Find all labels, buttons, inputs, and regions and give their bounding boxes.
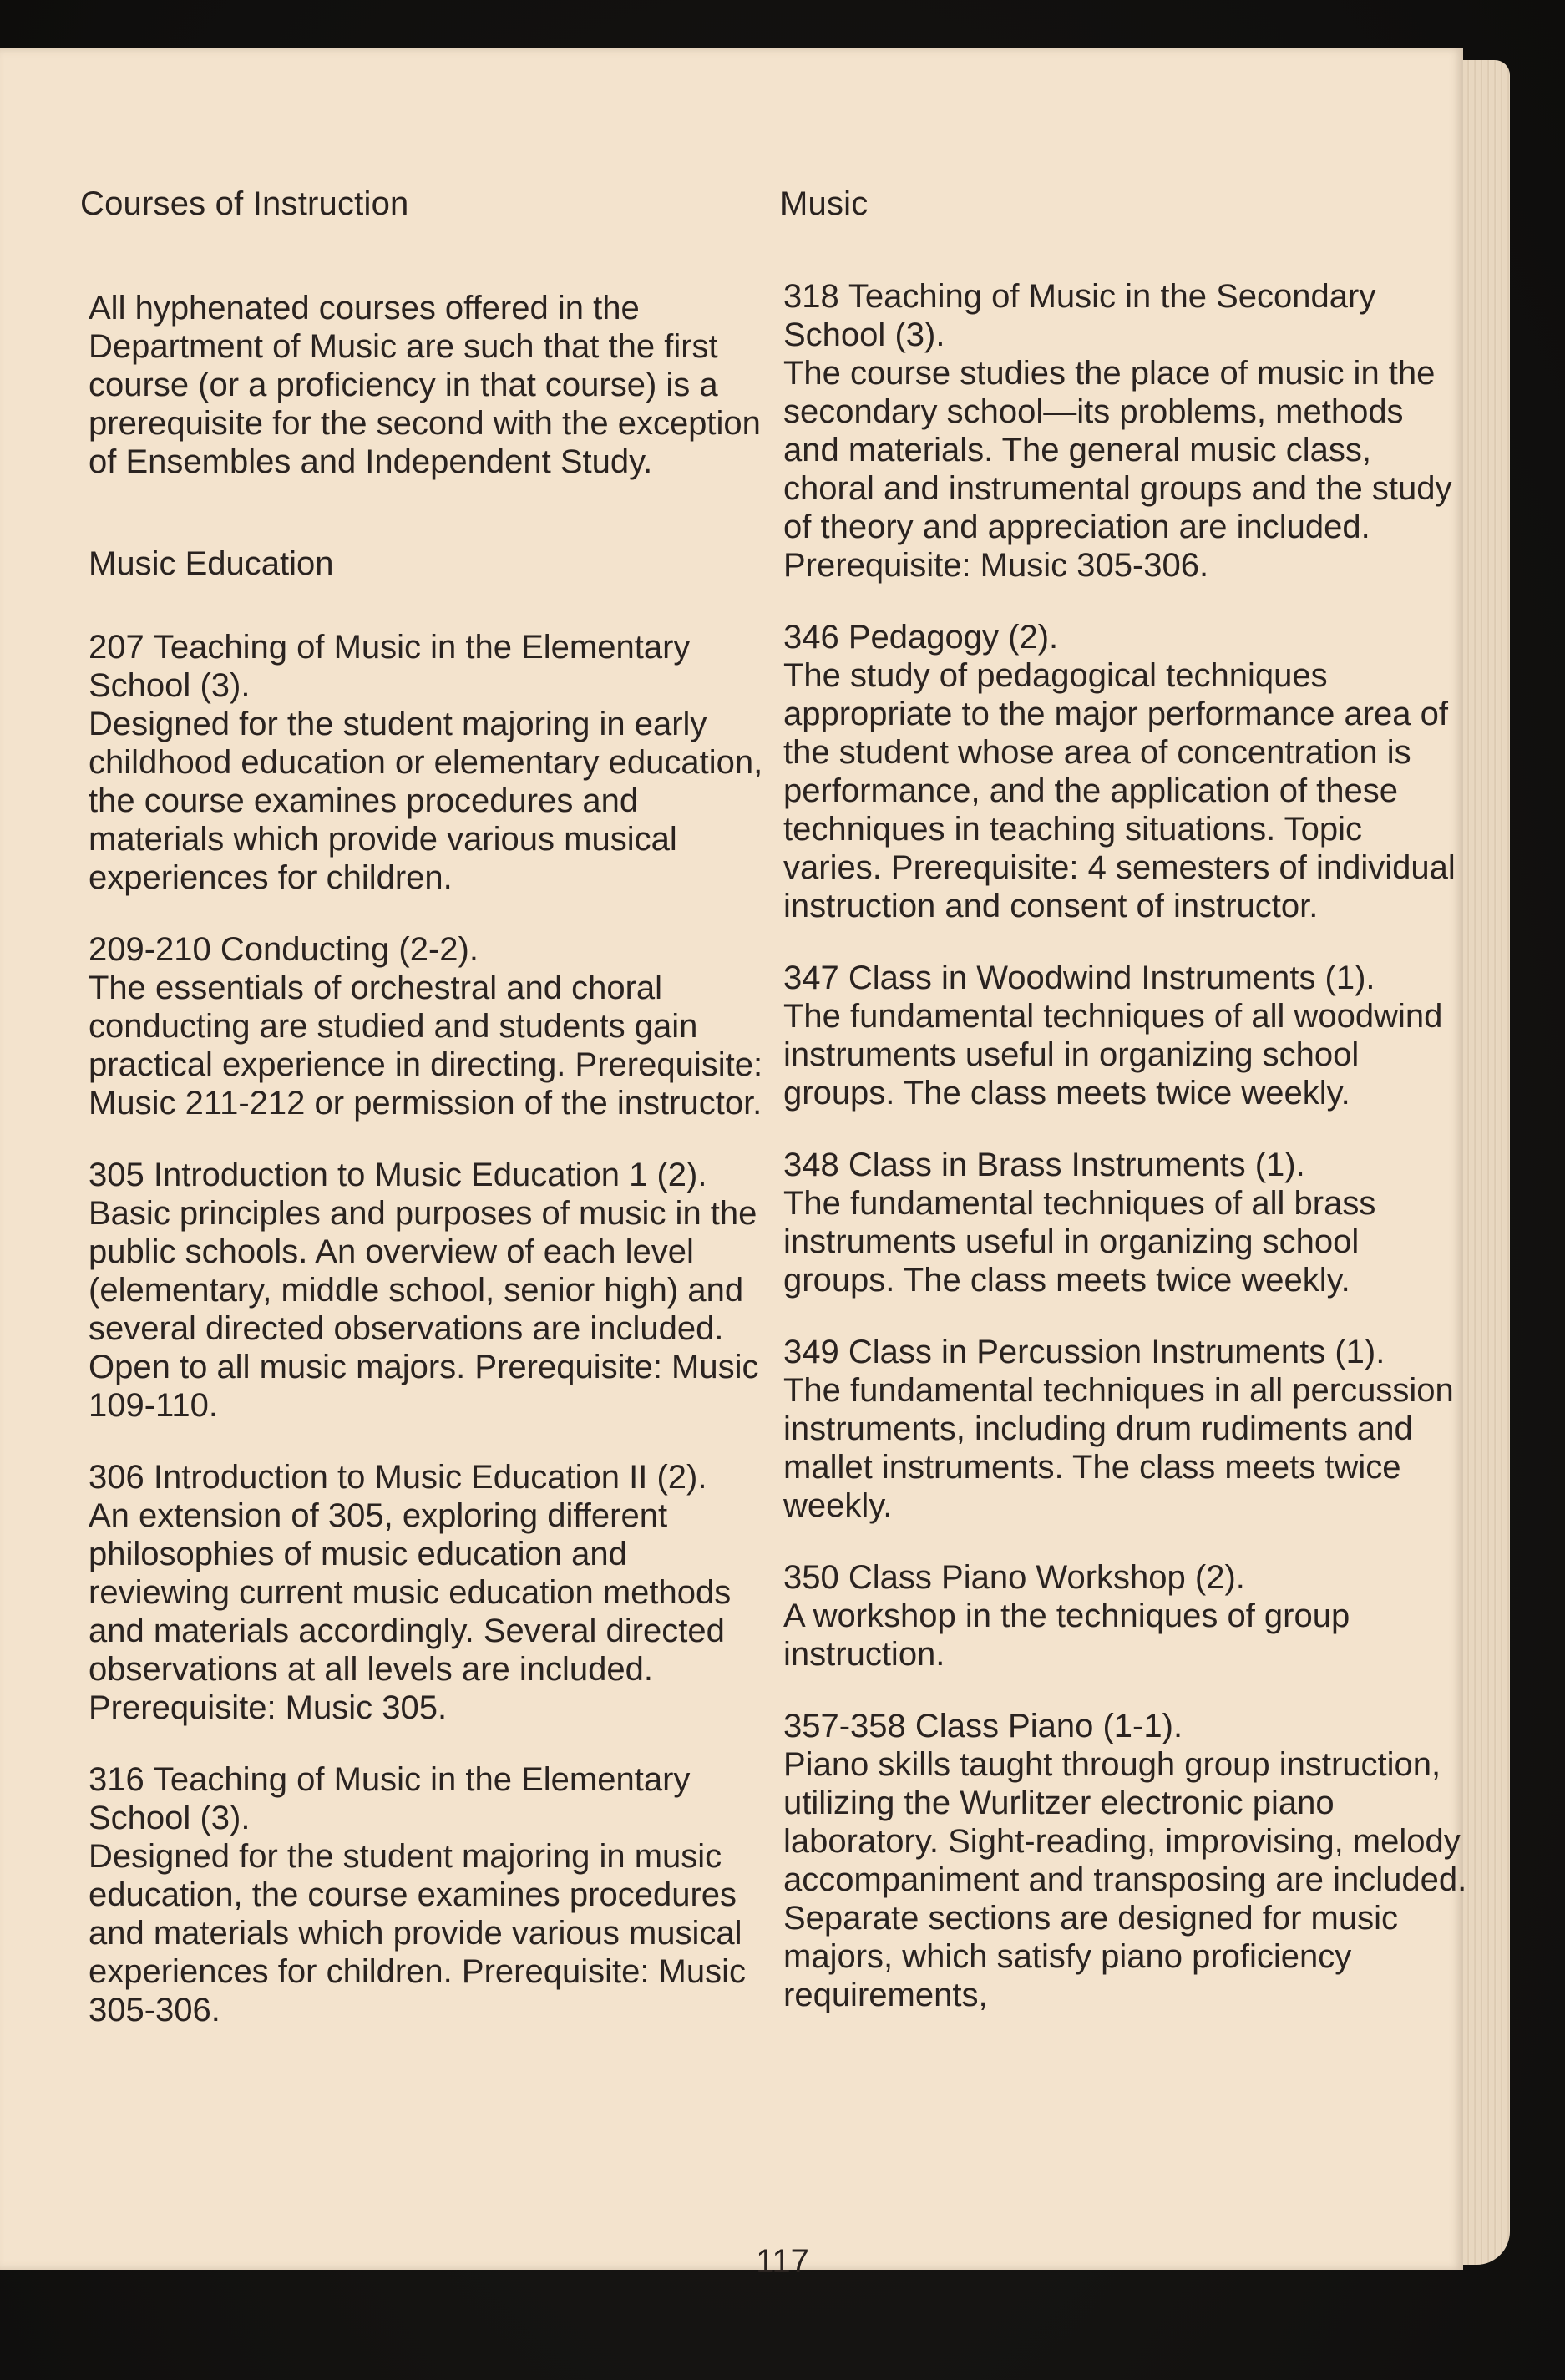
course-credits: (2). [656, 1157, 707, 1193]
page-number: 117 [756, 2243, 809, 2280]
course-number: 318 [783, 278, 839, 315]
course-entry [783, 1707, 1468, 2014]
course-description: Basic principles and purposes of music in the public schools. An overview of each level (elementary, middle school, senior high) and several directed observations are included. Open to all music majors. Prerequisite: Music 109-110. [89, 1195, 759, 1424]
course-entry [783, 618, 1468, 925]
course-entry [89, 1458, 773, 1727]
course-entry [783, 1146, 1468, 1299]
course-description: Designed for the student majoring in music education, the course examines procedures and materials which provide various musical experiences for children. Prerequisite: Music 305-306. [89, 1838, 747, 2028]
course-description: Piano skills taught through group instruction, utilizing the Wurlitzer electronic piano laboratory. Sight-reading, improvising, melody accompaniment and transposing are included. Separate sections are designed for music majors, which satisfy piano proficiency requirements, [783, 1746, 1467, 2013]
course-title: Class in Percussion Instruments [848, 1334, 1326, 1370]
right-column [783, 277, 1468, 2048]
course-title: Class Piano [914, 1708, 1094, 1744]
course-title: Introduction to Music Education II [153, 1459, 648, 1496]
course-number: 306 [89, 1459, 144, 1496]
course-description: Designed for the student majoring in early childhood education or elementary education, the course examines procedures and materials which provide various musical experiences for children. [89, 706, 763, 896]
course-description: The course studies the place of music in the secondary school—its problems, methods and materials. The general music class, choral and instrumental groups and the study of theory and appreciation are included. Prerequisite: Music 305-306. [783, 355, 1452, 584]
course-title: Teaching of Music in the Elementary School [89, 629, 691, 704]
course-credits: (2). [656, 1459, 707, 1496]
section-heading: Music Education [89, 545, 334, 582]
course-title: Class in Brass Instruments [848, 1147, 1246, 1183]
course-credits: (1). [1324, 960, 1375, 996]
course-entry [783, 1558, 1468, 1674]
course-credits: (1). [1335, 1334, 1385, 1370]
course-description: The essentials of orchestral and choral conducting are studied and students gain practical experience in directing. Prerequisite: Music 211-212 or permission of the instructor. [89, 970, 763, 1122]
intro-paragraph: All hyphenated courses offered in the Department of Music are such that the first course (or a proficiency in that course) is a prerequisite for the second with the exception of Ensembles and Independent Study. [89, 290, 761, 480]
course-entry [783, 277, 1468, 585]
course-number: 348 [783, 1147, 839, 1183]
course-entry [89, 1156, 773, 1425]
course-description: The fundamental techniques of all brass instruments useful in organizing school groups. The class meets twice weekly. [783, 1185, 1376, 1299]
course-credits: (1). [1254, 1147, 1305, 1183]
course-credits: (3). [894, 316, 945, 353]
course-title: Introduction to Music Education 1 [153, 1157, 648, 1193]
course-title: Teaching of Music in the Elementary School [89, 1761, 691, 1836]
course-description: The study of pedagogical techniques appropriate to the major performance area of the student whose area of concentration is performance, and the application of these techniques in teaching situations. Topic varies. Prerequisite: 4 semesters of individual instruction and consent of instructor. [783, 657, 1456, 924]
course-number: 347 [783, 960, 839, 996]
course-title: Pedagogy [848, 619, 1000, 656]
course-number: 349 [783, 1334, 839, 1370]
course-number: 209-210 [89, 931, 211, 968]
course-title: Class Piano Workshop [848, 1559, 1186, 1596]
running-head-right: Music [780, 185, 869, 222]
course-entry [89, 628, 773, 897]
right-course-list [783, 277, 1468, 2014]
course-number: 207 [89, 629, 144, 666]
course-description: A workshop in the techniques of group instruction. [783, 1598, 1350, 1673]
course-description: The fundamental techniques of all woodwind instruments useful in organizing school groups. The class meets twice weekly. [783, 998, 1443, 1112]
course-credits: (2). [1194, 1559, 1245, 1596]
course-credits: (2-2). [398, 931, 479, 968]
course-description: An extension of 305, exploring different philosophies of music education and reviewing current music education methods and materials accordingly. Several directed observations at all levels are included. Prerequisite: Music 305. [89, 1497, 732, 1726]
course-title: Teaching of Music in the Secondary School [783, 278, 1376, 353]
course-number: 316 [89, 1761, 144, 1798]
left-column [89, 289, 773, 2063]
course-title: Conducting [220, 931, 390, 968]
course-number: 350 [783, 1559, 839, 1596]
course-number: 305 [89, 1157, 144, 1193]
course-credits: (2). [1008, 619, 1059, 656]
course-credits: (1-1). [1102, 1708, 1183, 1744]
course-entry [783, 1333, 1468, 1525]
course-entry [89, 1760, 773, 2029]
course-credits: (3). [200, 1800, 251, 1836]
running-head-left: Courses of Instruction [80, 185, 409, 222]
course-number: 346 [783, 619, 839, 656]
course-credits: (3). [200, 667, 251, 704]
course-title: Class in Woodwind Instruments [848, 960, 1316, 996]
left-course-list [89, 628, 773, 2029]
course-entry [89, 930, 773, 1122]
course-entry [783, 959, 1468, 1112]
course-number: 357-358 [783, 1708, 906, 1744]
course-description: The fundamental techniques in all percussion instruments, including drum rudiments and mallet instruments. The class meets twice weekly. [783, 1372, 1454, 1524]
page-edges [1463, 60, 1510, 2265]
